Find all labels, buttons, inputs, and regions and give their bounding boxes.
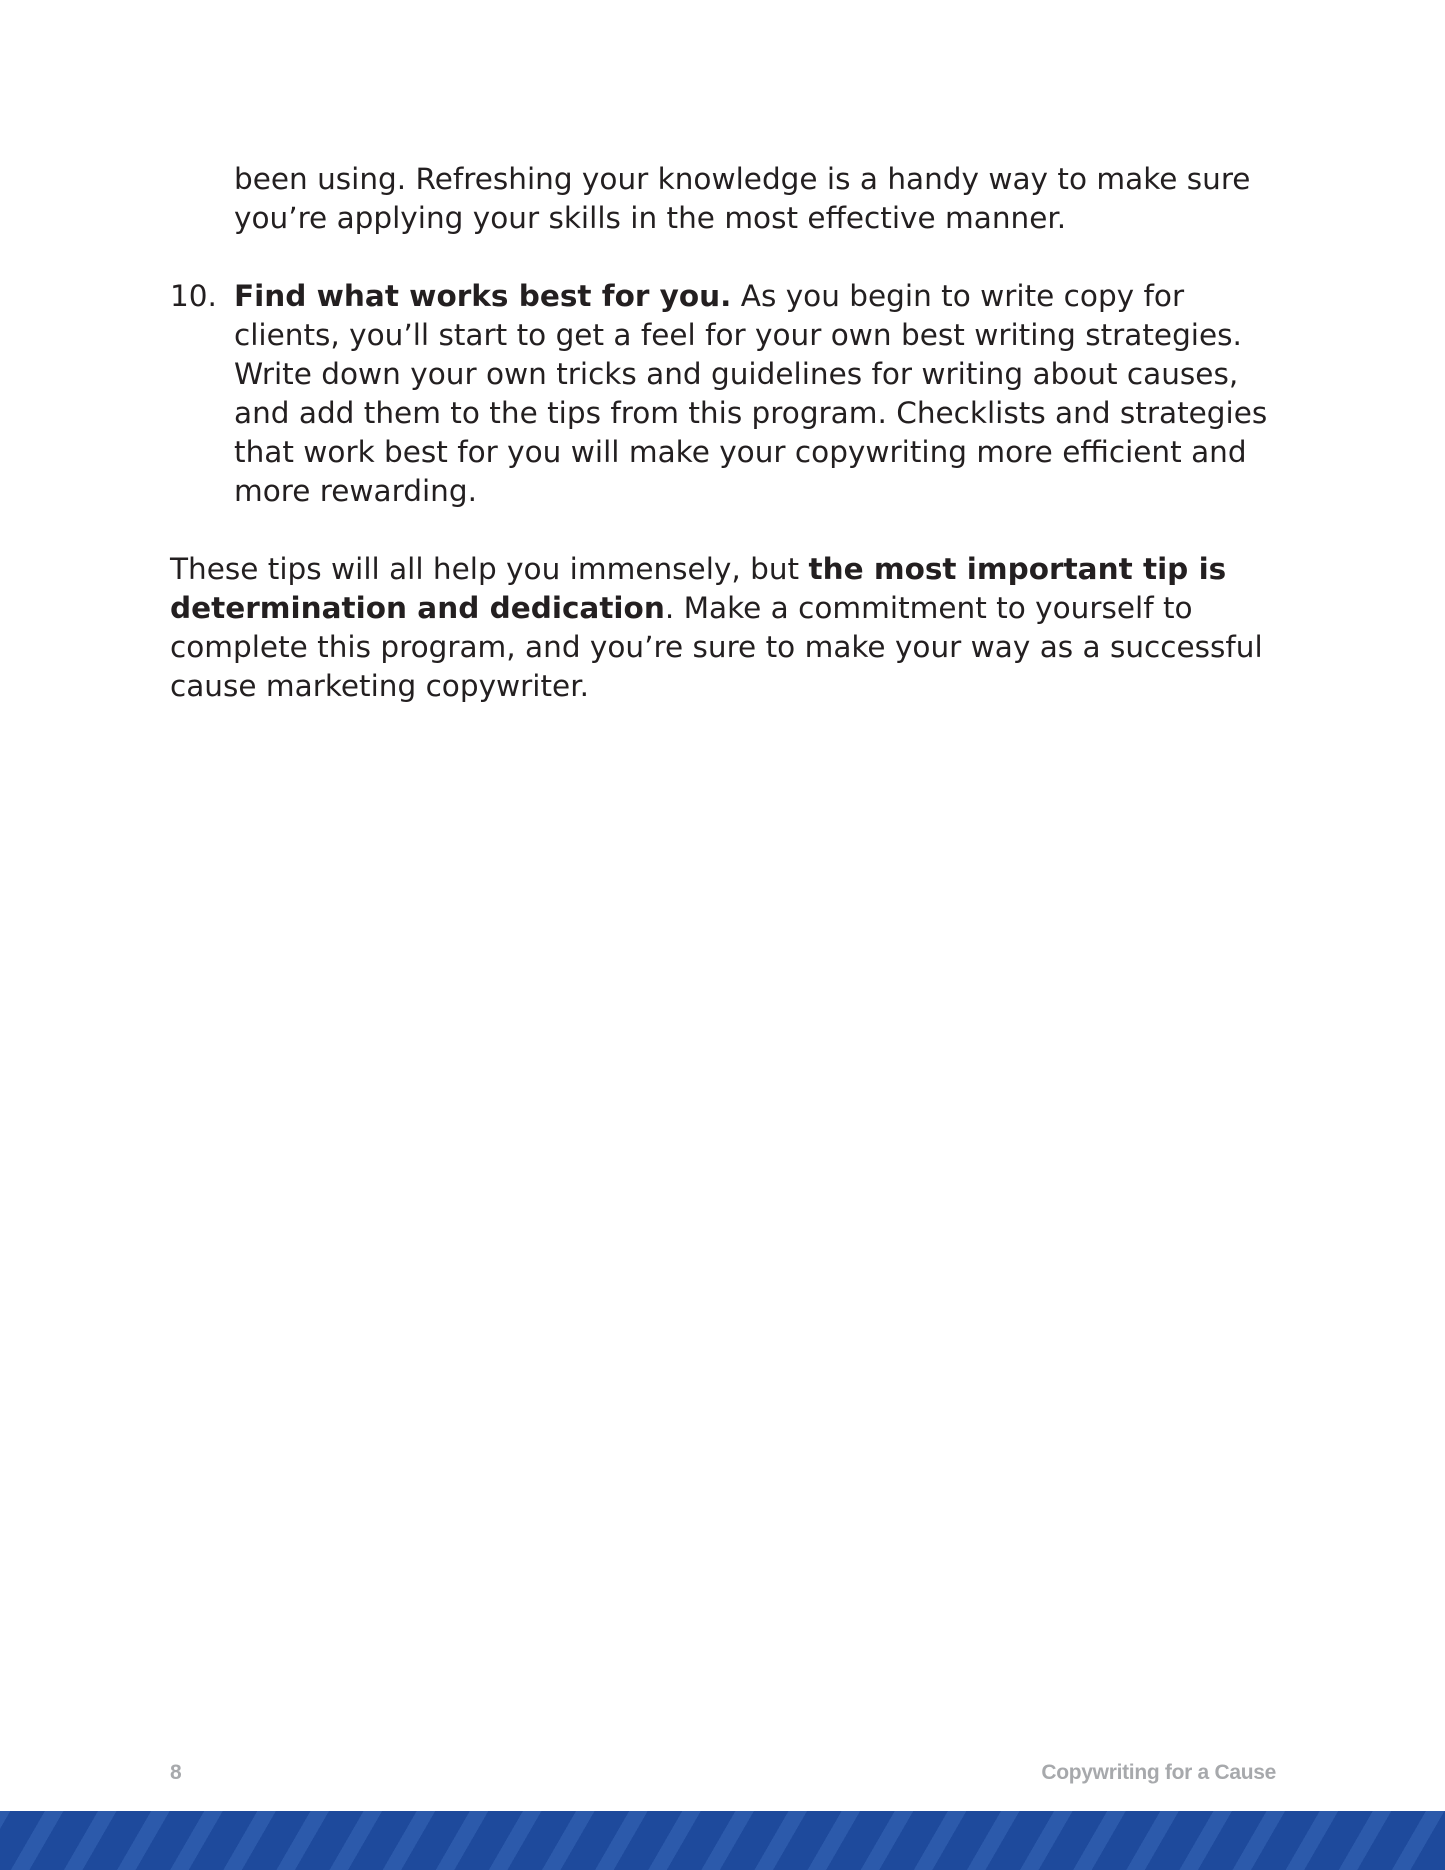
- body-content: [170, 160, 1280, 706]
- list-item-text: As you begin to write copy for clients, you’ll start to get a feel for your own best writing strategies. Write down your own tricks and guidelines for writing about causes, and add them to the tips from this program. Checklists and strategies that work best for you will make your copywriting more efficient and more rewarding.: [234, 279, 1268, 508]
- page-number: 8: [170, 1761, 182, 1784]
- footer-document-title: Copywriting for a Cause: [1041, 1761, 1276, 1784]
- list-item-body: [234, 277, 1280, 511]
- list-item-10: [170, 277, 1280, 511]
- list-item-9-continuation: been using. Refreshing your knowledge is a handy way to make sure you’re applying your skills in the most effective manner.: [234, 162, 1251, 235]
- closing-paragraph: [170, 550, 1280, 706]
- list-item-bold-lead: Find what works best for you.: [234, 279, 732, 313]
- closing-text-after: . Make a commitment to yourself to complete this program, and you’re sure to make your way as a successful cause marketing copywriter.: [170, 591, 1263, 703]
- closing-text-before: These tips will all help you immensely, but: [170, 552, 809, 586]
- list-number: 10.: [170, 279, 217, 313]
- footer-stripe-band: [0, 1811, 1445, 1870]
- closing-bold-text: the most important tip is determination and dedication: [170, 552, 1227, 625]
